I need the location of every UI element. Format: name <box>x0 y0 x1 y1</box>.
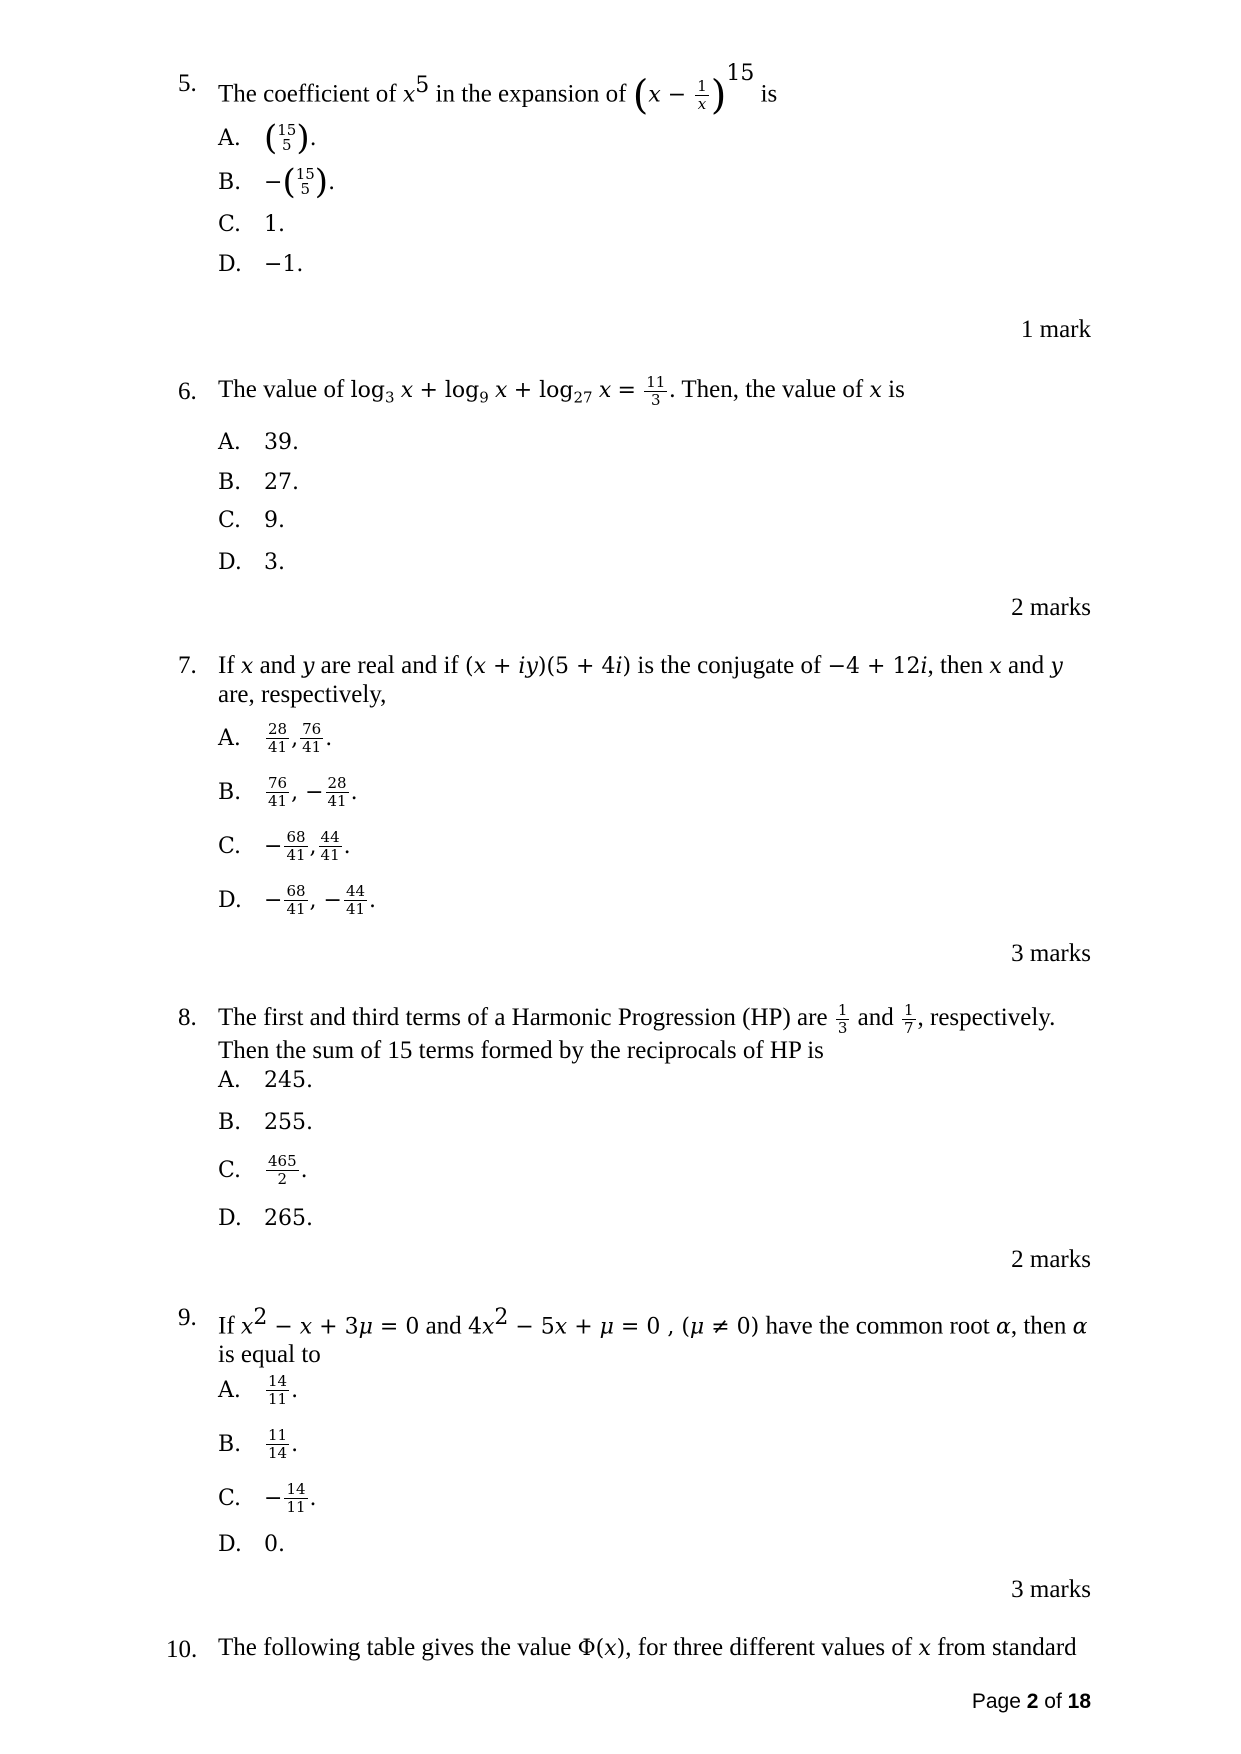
current-page: 2 <box>1026 1690 1039 1713</box>
option-d[interactable]: D. −1. <box>218 251 304 277</box>
option-a[interactable]: A. 39. <box>218 429 299 455</box>
option-d[interactable]: D. 265. <box>218 1205 313 1231</box>
option-a[interactable]: A. ( 15 5 ) . <box>218 118 317 158</box>
question-text: The first and third terms of a Harmonic Progression (HP) are $\frac{1}{3}$ and $\frac{1}{7}$ , respectively. Then the sum of 15 terms formed by the reciprocals of HP is <box>218 1001 1056 1064</box>
option-c[interactable]: C. $\frac{465}{2}$ . <box>218 1151 308 1188</box>
option-a[interactable]: A. 245. <box>218 1067 313 1093</box>
option-c[interactable]: C. − $\frac{14}{11}$ . <box>218 1479 317 1516</box>
option-a[interactable]: A. $\frac{28}{41}$ , $\frac{76}{41}$ . <box>218 719 333 756</box>
option-c[interactable]: C. − $\frac{68}{41}$ , $\frac{44}{41}$ . <box>218 827 351 864</box>
option-c[interactable]: C. 9. <box>218 507 285 533</box>
option-a[interactable]: A. $\frac{14}{11}$ . <box>218 1371 299 1408</box>
marks-label: 2 marks <box>1011 594 1091 621</box>
question-number: 7. <box>178 652 197 679</box>
question-number: 8. <box>178 1004 197 1031</box>
option-d[interactable]: D. 3. <box>218 549 285 575</box>
question-text: The following table gives the value Φ(x), for three different values of x from standard <box>218 1634 1077 1661</box>
marks-label: 1 mark <box>1020 316 1091 343</box>
question-text: The coefficient of $x^5$ in the expansion of (x − $\frac{1}{x}$ )$^{15}$ is <box>218 61 778 119</box>
marks-label: 2 marks <box>1011 1246 1091 1273</box>
page-footer: Page 2 of 18 <box>971 1690 1091 1713</box>
option-c[interactable]: C. 1. <box>218 211 285 237</box>
question-text: The value of $\log_3 x + \log_9 x + \log_{27} x$ = $\frac{11}{3}$ . Then, the value of x is <box>218 373 905 409</box>
question-text: If $x^2 - x + 3\mu = 0$ and $4x^2 - 5x + \mu = 0$ , (μ ≠ 0) have the common root α, then α is equal to <box>218 1305 1088 1369</box>
total-pages: 18 <box>1067 1690 1091 1713</box>
option-b[interactable]: B. − ( 15 5 ) . <box>218 162 336 202</box>
marks-label: 3 marks <box>1011 1576 1091 1603</box>
option-b[interactable]: B. 27. <box>218 469 299 495</box>
question-number: 10. <box>166 1636 198 1663</box>
option-d[interactable]: D. − $\frac{68}{41}$ , − $\frac{44}{41}$ . <box>218 881 377 918</box>
option-b[interactable]: B. 255. <box>218 1109 313 1135</box>
option-d[interactable]: D. 0. <box>218 1531 285 1557</box>
option-b[interactable]: B. $\frac{76}{41}$ , − $\frac{28}{41}$ . <box>218 773 358 810</box>
question-number: 9. <box>178 1304 197 1331</box>
question-number: 6. <box>178 378 197 405</box>
option-b[interactable]: B. $\frac{11}{14}$ . <box>218 1425 299 1462</box>
marks-label: 3 marks <box>1011 940 1091 967</box>
question-text: If x and y are real and if (x + iy)(5 + 4i) is the conjugate of −4 + 12i, then x and y are, respectively, <box>218 652 1063 708</box>
question-number: 5. <box>178 70 197 97</box>
